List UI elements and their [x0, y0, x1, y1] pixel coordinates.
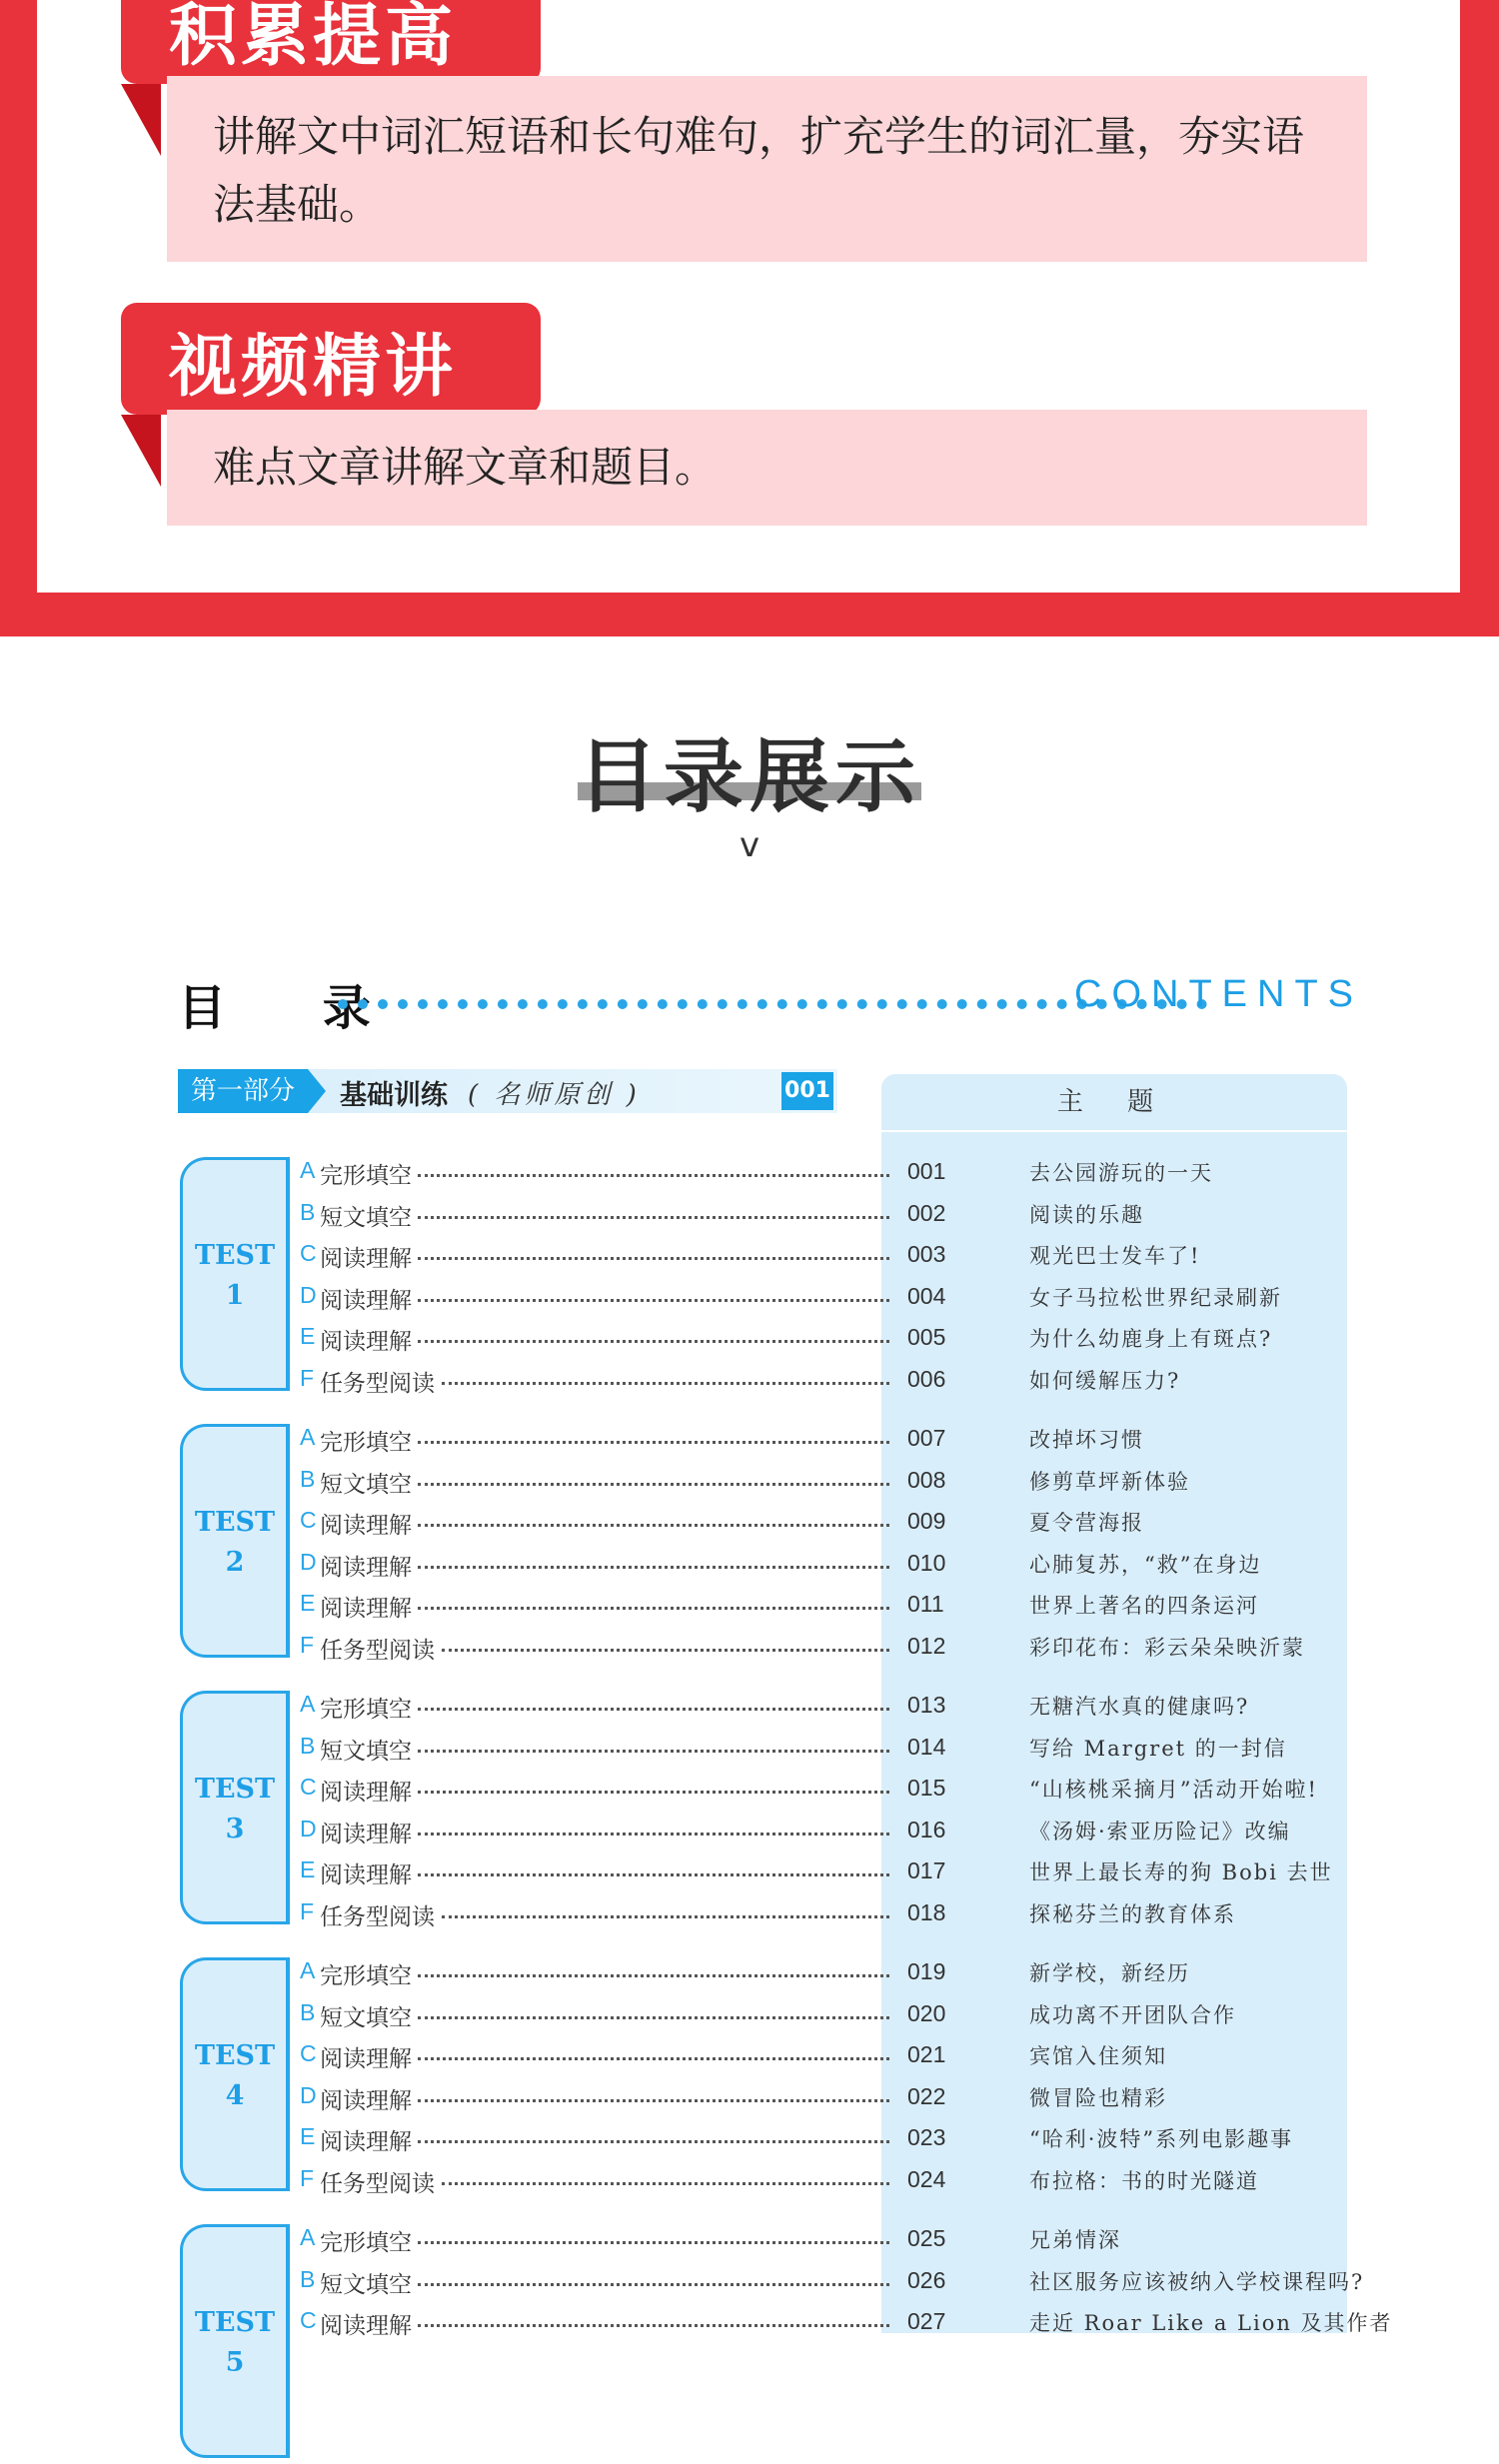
dot-leader	[418, 1299, 889, 1302]
test-badge	[180, 1691, 287, 1924]
section-letter: F	[300, 1632, 315, 1658]
page-number: 010	[907, 1549, 946, 1576]
feature-title-tag	[121, 303, 541, 415]
section-letter: B	[300, 1465, 316, 1492]
topic-title: 微冒险也精彩	[1029, 2085, 1167, 2110]
toc-row[interactable]	[300, 1199, 1347, 1229]
test-number: 2	[225, 1547, 245, 1578]
toc-row[interactable]	[300, 1424, 1347, 1454]
toc-row[interactable]	[300, 1323, 1347, 1356]
page-number: 020	[907, 1999, 946, 2026]
topic-title: 阅读的乐趣	[1029, 1202, 1144, 1227]
exercise-type: 阅读理解	[320, 1287, 412, 1314]
test-label: TEST	[194, 2307, 276, 2338]
section-letter: C	[300, 2040, 317, 2067]
page-number: 009	[907, 1508, 946, 1535]
topic-title: 布拉格：书的时光隧道	[1029, 2169, 1259, 2193]
section-letter: F	[300, 1898, 315, 1924]
part-page: 001	[781, 1072, 833, 1110]
dot-leader	[442, 1915, 889, 1918]
section-letter: A	[300, 1957, 316, 1983]
section-letter: C	[300, 1774, 317, 1801]
dot-leader	[418, 2057, 889, 2060]
exercise-type: 完形填空	[320, 1697, 412, 1723]
test-separator	[286, 1424, 290, 1658]
dot-leader	[418, 1566, 889, 1569]
dot-leader	[442, 2182, 889, 2185]
exercise-type: 完形填空	[320, 1963, 412, 1989]
toc-row[interactable]	[300, 1957, 1347, 1987]
dot-leader	[418, 1524, 889, 1527]
section-letter: F	[300, 1365, 315, 1391]
test-label: TEST	[194, 1240, 276, 1271]
page-number: 001	[907, 1158, 946, 1184]
section-letter: E	[300, 1856, 316, 1883]
exercise-type: 阅读理解	[320, 2313, 412, 2340]
exercise-type: 阅读理解	[320, 1862, 412, 1889]
exercise-type: 短文填空	[320, 2004, 412, 2031]
topic-title: 无糖汽水真的健康吗?	[1029, 1695, 1250, 1719]
toc-row[interactable]	[300, 1774, 1347, 1807]
dot-leader	[418, 1441, 889, 1444]
topic-title: 女子马拉松世界纪录刷新	[1029, 1285, 1282, 1310]
page-number: 006	[907, 1366, 946, 1392]
section-letter: A	[300, 2224, 316, 2250]
page-number: 008	[907, 1466, 946, 1493]
toc-row[interactable]	[300, 1365, 1347, 1395]
topic-title: 去公园游玩的一天	[1029, 1161, 1213, 1185]
part-bar	[178, 1069, 837, 1113]
toc-row[interactable]	[300, 1549, 1347, 1579]
topic-title: 写给 Margret 的一封信	[1029, 1736, 1287, 1761]
section-letter: D	[300, 1548, 317, 1575]
page-number: 024	[907, 2166, 946, 2192]
topic-title: 探秘芬兰的教育体系	[1029, 1902, 1236, 1926]
toc-row[interactable]	[300, 2265, 1365, 2298]
test-number: 5	[225, 2347, 245, 2378]
feature-description: 难点文章讲解文章和题目。	[213, 443, 718, 492]
dot-leader	[442, 1649, 889, 1652]
topic-title: “哈利·波特”系列电影趣事	[1029, 2127, 1294, 2152]
test-badge	[180, 2224, 287, 2458]
contents-heading: 目 录	[178, 980, 411, 1036]
exercise-type: 任务型阅读	[320, 1638, 435, 1664]
exercise-type: 阅读理解	[320, 1513, 412, 1540]
test-separator	[286, 1957, 290, 2191]
topic-title: 修剪草坪新体验	[1029, 1469, 1190, 1494]
contents-header	[178, 969, 1363, 1036]
test-label: TEST	[194, 1507, 276, 1538]
page-number: 027	[907, 2308, 946, 2335]
test-block	[178, 2224, 1393, 2464]
dot-leader	[418, 1750, 889, 1753]
page-number: 022	[907, 2082, 946, 2109]
topic-title: 如何缓解压力?	[1029, 1369, 1181, 1393]
topic-header: 主 题	[881, 1074, 1347, 1132]
toc-row[interactable]	[300, 1816, 1347, 1846]
chevron-down-icon: v	[739, 825, 760, 865]
toc-row[interactable]	[300, 1691, 1347, 1721]
toc-row[interactable]	[300, 2307, 1393, 2340]
toc-row[interactable]	[300, 1507, 1347, 1540]
exercise-type: 阅读理解	[320, 1821, 412, 1848]
exercise-type: 阅读理解	[320, 2129, 412, 2156]
section-letter: A	[300, 1157, 316, 1183]
toc-row[interactable]	[300, 1898, 1347, 1928]
topic-title: 《汤姆·索亚历险记》改编	[1029, 1819, 1291, 1844]
toc-row[interactable]	[300, 1157, 1347, 1187]
section-letter: A	[300, 1691, 316, 1717]
page-number: 025	[907, 2225, 946, 2251]
feature-panel	[0, 0, 1499, 636]
topic-title: 兄弟情深	[1029, 2228, 1121, 2252]
page-number: 015	[907, 1775, 946, 1802]
dot-leader	[418, 1873, 889, 1876]
dot-leader	[418, 1974, 889, 1977]
part-title: 基础训练	[340, 1080, 448, 1111]
toc-row[interactable]	[300, 1240, 1347, 1273]
test-separator	[286, 2224, 290, 2458]
toc-row[interactable]	[300, 1999, 1347, 2029]
exercise-type: 任务型阅读	[320, 1904, 435, 1930]
exercise-type: 任务型阅读	[320, 2171, 435, 2197]
page-number: 026	[907, 2266, 946, 2293]
section-letter: B	[300, 2265, 316, 2292]
exercise-type: 阅读理解	[320, 2087, 412, 2114]
dot-leader	[418, 1340, 889, 1343]
page-number: 021	[907, 2041, 946, 2068]
dot-leader	[418, 2016, 889, 2019]
test-badge	[180, 1157, 287, 1391]
dot-leader	[418, 1708, 889, 1711]
page-number: 004	[907, 1282, 946, 1309]
dot-leader	[418, 1607, 889, 1610]
test-number: 4	[225, 2080, 245, 2111]
topic-title: 新学校，新经历	[1029, 1961, 1190, 1985]
topic-title: 世界上著名的四条运河	[1029, 1594, 1259, 1619]
section-letter: E	[300, 2123, 316, 2150]
toc-row[interactable]	[300, 1590, 1347, 1623]
topic-title: “山核桃采摘月”活动开始啦!	[1029, 1778, 1318, 1803]
test-separator	[286, 1157, 290, 1391]
toc-row[interactable]	[300, 1282, 1347, 1312]
dot-leader	[418, 2324, 889, 2327]
page-number: 023	[907, 2124, 946, 2151]
page-number: 003	[907, 1241, 946, 1268]
test-separator	[286, 1691, 290, 1924]
section-letter: B	[300, 1732, 316, 1759]
exercise-type: 阅读理解	[320, 1780, 412, 1807]
dot-leader	[418, 1216, 889, 1219]
page-number: 017	[907, 1857, 946, 1884]
test-block	[178, 1424, 1347, 1664]
section-letter: C	[300, 1240, 317, 1267]
toc-row[interactable]	[300, 2082, 1347, 2112]
toc-row[interactable]	[300, 1856, 1347, 1889]
page-number: 007	[907, 1425, 946, 1451]
exercise-type: 短文填空	[320, 2271, 412, 2298]
test-label: TEST	[194, 1774, 276, 1805]
section-letter: D	[300, 2081, 317, 2108]
page-number: 016	[907, 1816, 946, 1843]
feature-panel-inner	[37, 0, 1460, 593]
test-block	[178, 1691, 1347, 1930]
feature-description-box	[167, 76, 1367, 262]
section-letter: A	[300, 1424, 316, 1450]
dot-leader	[418, 1791, 889, 1794]
dot-leader	[418, 2140, 889, 2143]
toc-row[interactable]	[300, 2165, 1347, 2195]
section-letter: B	[300, 1198, 316, 1225]
test-number: 3	[225, 1814, 245, 1845]
test-number: 1	[225, 1280, 245, 1311]
exercise-type: 阅读理解	[320, 2046, 412, 2073]
exercise-type: 短文填空	[320, 1204, 412, 1231]
dot-leader	[418, 1833, 889, 1836]
page-number: 005	[907, 1324, 946, 1351]
feature-description: 讲解文中词汇短语和长句难句，扩充学生的词汇量，夯实语法基础。	[213, 112, 1305, 229]
topic-title: 观光巴士发车了!	[1029, 1244, 1201, 1269]
section-letter: E	[300, 1590, 316, 1617]
section-letter: D	[300, 1815, 317, 1842]
toc-row[interactable]	[300, 2224, 1347, 2254]
exercise-type: 完形填空	[320, 2230, 412, 2256]
topic-title: 彩印花布：彩云朵朵映沂蒙	[1029, 1636, 1305, 1660]
section-letter: E	[300, 1323, 316, 1350]
dot-leader	[442, 1382, 889, 1385]
section-letter: C	[300, 1507, 317, 1534]
exercise-type: 阅读理解	[320, 1554, 412, 1581]
test-label: TEST	[194, 2040, 276, 2071]
test-block	[178, 1157, 1347, 1397]
exercise-type: 完形填空	[320, 1430, 412, 1456]
dot-leader	[418, 1483, 889, 1486]
page-number: 013	[907, 1692, 946, 1718]
toc-row[interactable]	[300, 2040, 1347, 2073]
page-number: 018	[907, 1899, 946, 1925]
dot-leader	[418, 2099, 889, 2102]
page-number: 002	[907, 1199, 946, 1226]
exercise-type: 短文填空	[320, 1738, 412, 1765]
dot-leader	[418, 1257, 889, 1260]
exercise-type: 阅读理解	[320, 1329, 412, 1356]
test-block	[178, 1957, 1347, 2197]
feature-title: 视频精讲	[169, 328, 458, 407]
test-badge	[180, 1957, 287, 2191]
section-title-text: 目录展示	[578, 730, 921, 823]
topic-title: 世界上最长寿的狗 Bobi 去世	[1029, 1860, 1333, 1885]
toc-row[interactable]	[300, 1733, 1347, 1763]
section-letter: F	[300, 2165, 315, 2191]
topic-title: 心肺复苏，“救”在身边	[1029, 1552, 1262, 1577]
toc-row[interactable]	[300, 1632, 1347, 1662]
exercise-type: 完形填空	[320, 1163, 412, 1189]
exercise-type: 任务型阅读	[320, 1371, 435, 1397]
topic-title: 宾馆入住须知	[1029, 2044, 1167, 2069]
exercise-type: 短文填空	[320, 1471, 412, 1498]
section-title	[0, 704, 1499, 823]
topic-title: 走近 Roar Like a Lion 及其作者	[1029, 2311, 1393, 2336]
page-number: 011	[907, 1591, 944, 1618]
ribbon-fold	[121, 415, 161, 487]
topic-title: 改掉坏习惯	[1029, 1428, 1144, 1452]
ribbon-fold	[121, 84, 161, 156]
exercise-type: 阅读理解	[320, 1246, 412, 1273]
feature-title: 积累提高	[169, 0, 458, 76]
page-number: 012	[907, 1633, 946, 1659]
toc-row[interactable]	[300, 2123, 1347, 2156]
section-letter: D	[300, 1281, 317, 1308]
page-number: 019	[907, 1958, 946, 1984]
topic-title: 成功离不开团队合作	[1029, 2002, 1236, 2027]
topic-title: 夏令营海报	[1029, 1511, 1144, 1536]
dot-leader	[418, 2241, 889, 2244]
topic-title: 为什么幼鹿身上有斑点?	[1029, 1327, 1273, 1352]
exercise-type: 阅读理解	[320, 1596, 412, 1623]
part-arrow	[308, 1069, 326, 1113]
section-letter: C	[300, 2307, 317, 2334]
test-badge	[180, 1424, 287, 1658]
feature-description-box	[167, 410, 1367, 526]
section-letter: B	[300, 1998, 316, 2025]
dot-leader	[418, 1174, 889, 1177]
part-subtitle: ( 名师原创 )	[468, 1080, 641, 1110]
contents-heading-en: CONTENTS	[1074, 973, 1363, 1015]
topic-title: 社区服务应该被纳入学校课程吗?	[1029, 2269, 1365, 2294]
dot-leader	[418, 2283, 889, 2286]
toc-row[interactable]	[300, 1466, 1347, 1496]
page-number: 014	[907, 1733, 946, 1760]
feature-title-tag	[121, 0, 541, 84]
part-label: 第一部分	[178, 1069, 308, 1113]
